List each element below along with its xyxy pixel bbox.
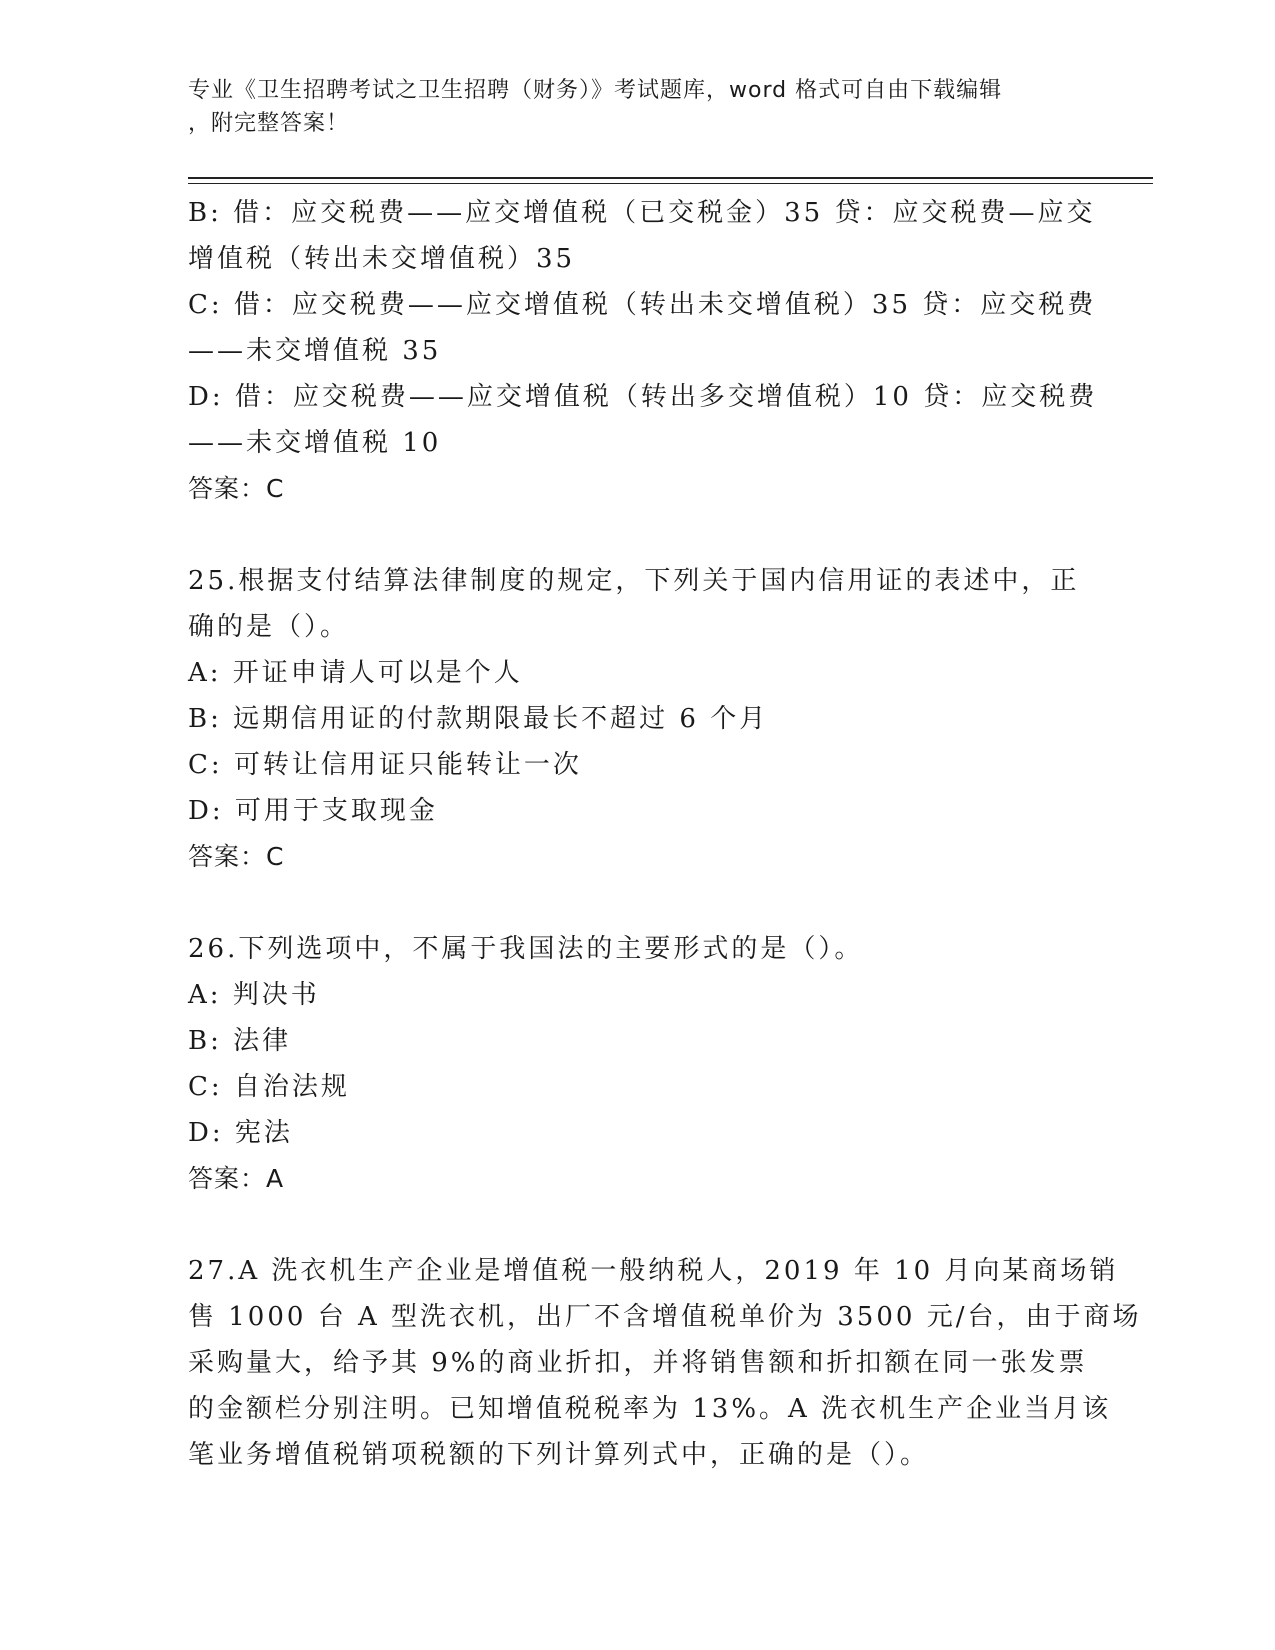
q27-stem-line-5: 笔业务增值税销项税额的下列计算列式中，正确的是（）。 bbox=[188, 1440, 930, 1470]
q24-option-b-line-2: 增值税（转出未交增值税）35 bbox=[188, 244, 576, 274]
spacer bbox=[188, 512, 1088, 558]
spacer bbox=[188, 880, 1088, 926]
q25-answer: 答案：C bbox=[188, 842, 285, 871]
q25-option-d: D: 可用于支取现金 bbox=[188, 796, 438, 826]
q25-option-b: B: 远期信用证的付款期限最长不超过 6 个月 bbox=[188, 704, 769, 734]
q26-option-d: D: 宪法 bbox=[188, 1118, 293, 1148]
document-header bbox=[188, 74, 1088, 140]
q25-option-a: A: 开证申请人可以是个人 bbox=[188, 658, 523, 688]
q27-stem-line-2: 售 1000 台 A 型洗衣机，出厂不含增值税单价为 3500 元/台，由于商场 bbox=[188, 1302, 1142, 1332]
question-27-block bbox=[188, 1248, 1142, 1478]
q25-stem-line-1: 25.根据支付结算法律制度的规定，下列关于国内信用证的表述中，正 bbox=[188, 566, 1080, 596]
header-rule-thick bbox=[188, 177, 1153, 179]
q24-option-d-line-2: ——未交增值税 10 bbox=[188, 428, 442, 458]
q26-answer: 答案：A bbox=[188, 1164, 285, 1193]
q25-option-c: C: 可转让信用证只能转让一次 bbox=[188, 750, 582, 780]
q24-option-c-line-1: C: 借：应交税费——应交增值税（转出未交增值税）35 贷：应交税费 bbox=[188, 290, 1097, 320]
q26-option-a: A: 判决书 bbox=[188, 980, 320, 1010]
q25-stem-line-2: 确的是（）。 bbox=[188, 612, 350, 642]
q27-stem-line-1: 27.A 洗衣机生产企业是增值税一般纳税人，2019 年 10 月向某商场销 bbox=[188, 1256, 1119, 1286]
q24-answer: 答案：C bbox=[188, 474, 285, 503]
header-rule-thin bbox=[188, 183, 1153, 184]
document-body bbox=[188, 190, 1142, 1478]
question-26-block bbox=[188, 926, 1088, 1202]
header-line-2: ，附完整答案！ bbox=[188, 111, 350, 136]
q27-stem-line-3: 采购量大，给予其 9%的商业折扣，并将销售额和折扣额在同一张发票 bbox=[188, 1348, 1088, 1378]
q26-option-c: C: 自治法规 bbox=[188, 1072, 350, 1102]
q24-option-d-line-1: D: 借：应交税费——应交增值税（转出多交增值税）10 贷：应交税费 bbox=[188, 382, 1098, 412]
q26-option-b: B: 法律 bbox=[188, 1026, 292, 1056]
header-line-1: 专业《卫生招聘考试之卫生招聘（财务）》考试题库，word 格式可自由下载编辑 bbox=[188, 78, 1003, 103]
q26-stem: 26.下列选项中，不属于我国法的主要形式的是（）。 bbox=[188, 934, 864, 964]
question-25-block bbox=[188, 558, 1088, 880]
q24-option-b-line-1: B: 借：应交税费——应交增值税（已交税金）35 贷：应交税费—应交 bbox=[188, 198, 1096, 228]
q24-option-c-line-2: ——未交增值税 35 bbox=[188, 336, 442, 366]
question-24-block bbox=[188, 190, 1098, 512]
q27-stem-line-4: 的金额栏分别注明。已知增值税税率为 13%。A 洗衣机生产企业当月该 bbox=[188, 1394, 1112, 1424]
spacer bbox=[188, 1202, 1088, 1248]
